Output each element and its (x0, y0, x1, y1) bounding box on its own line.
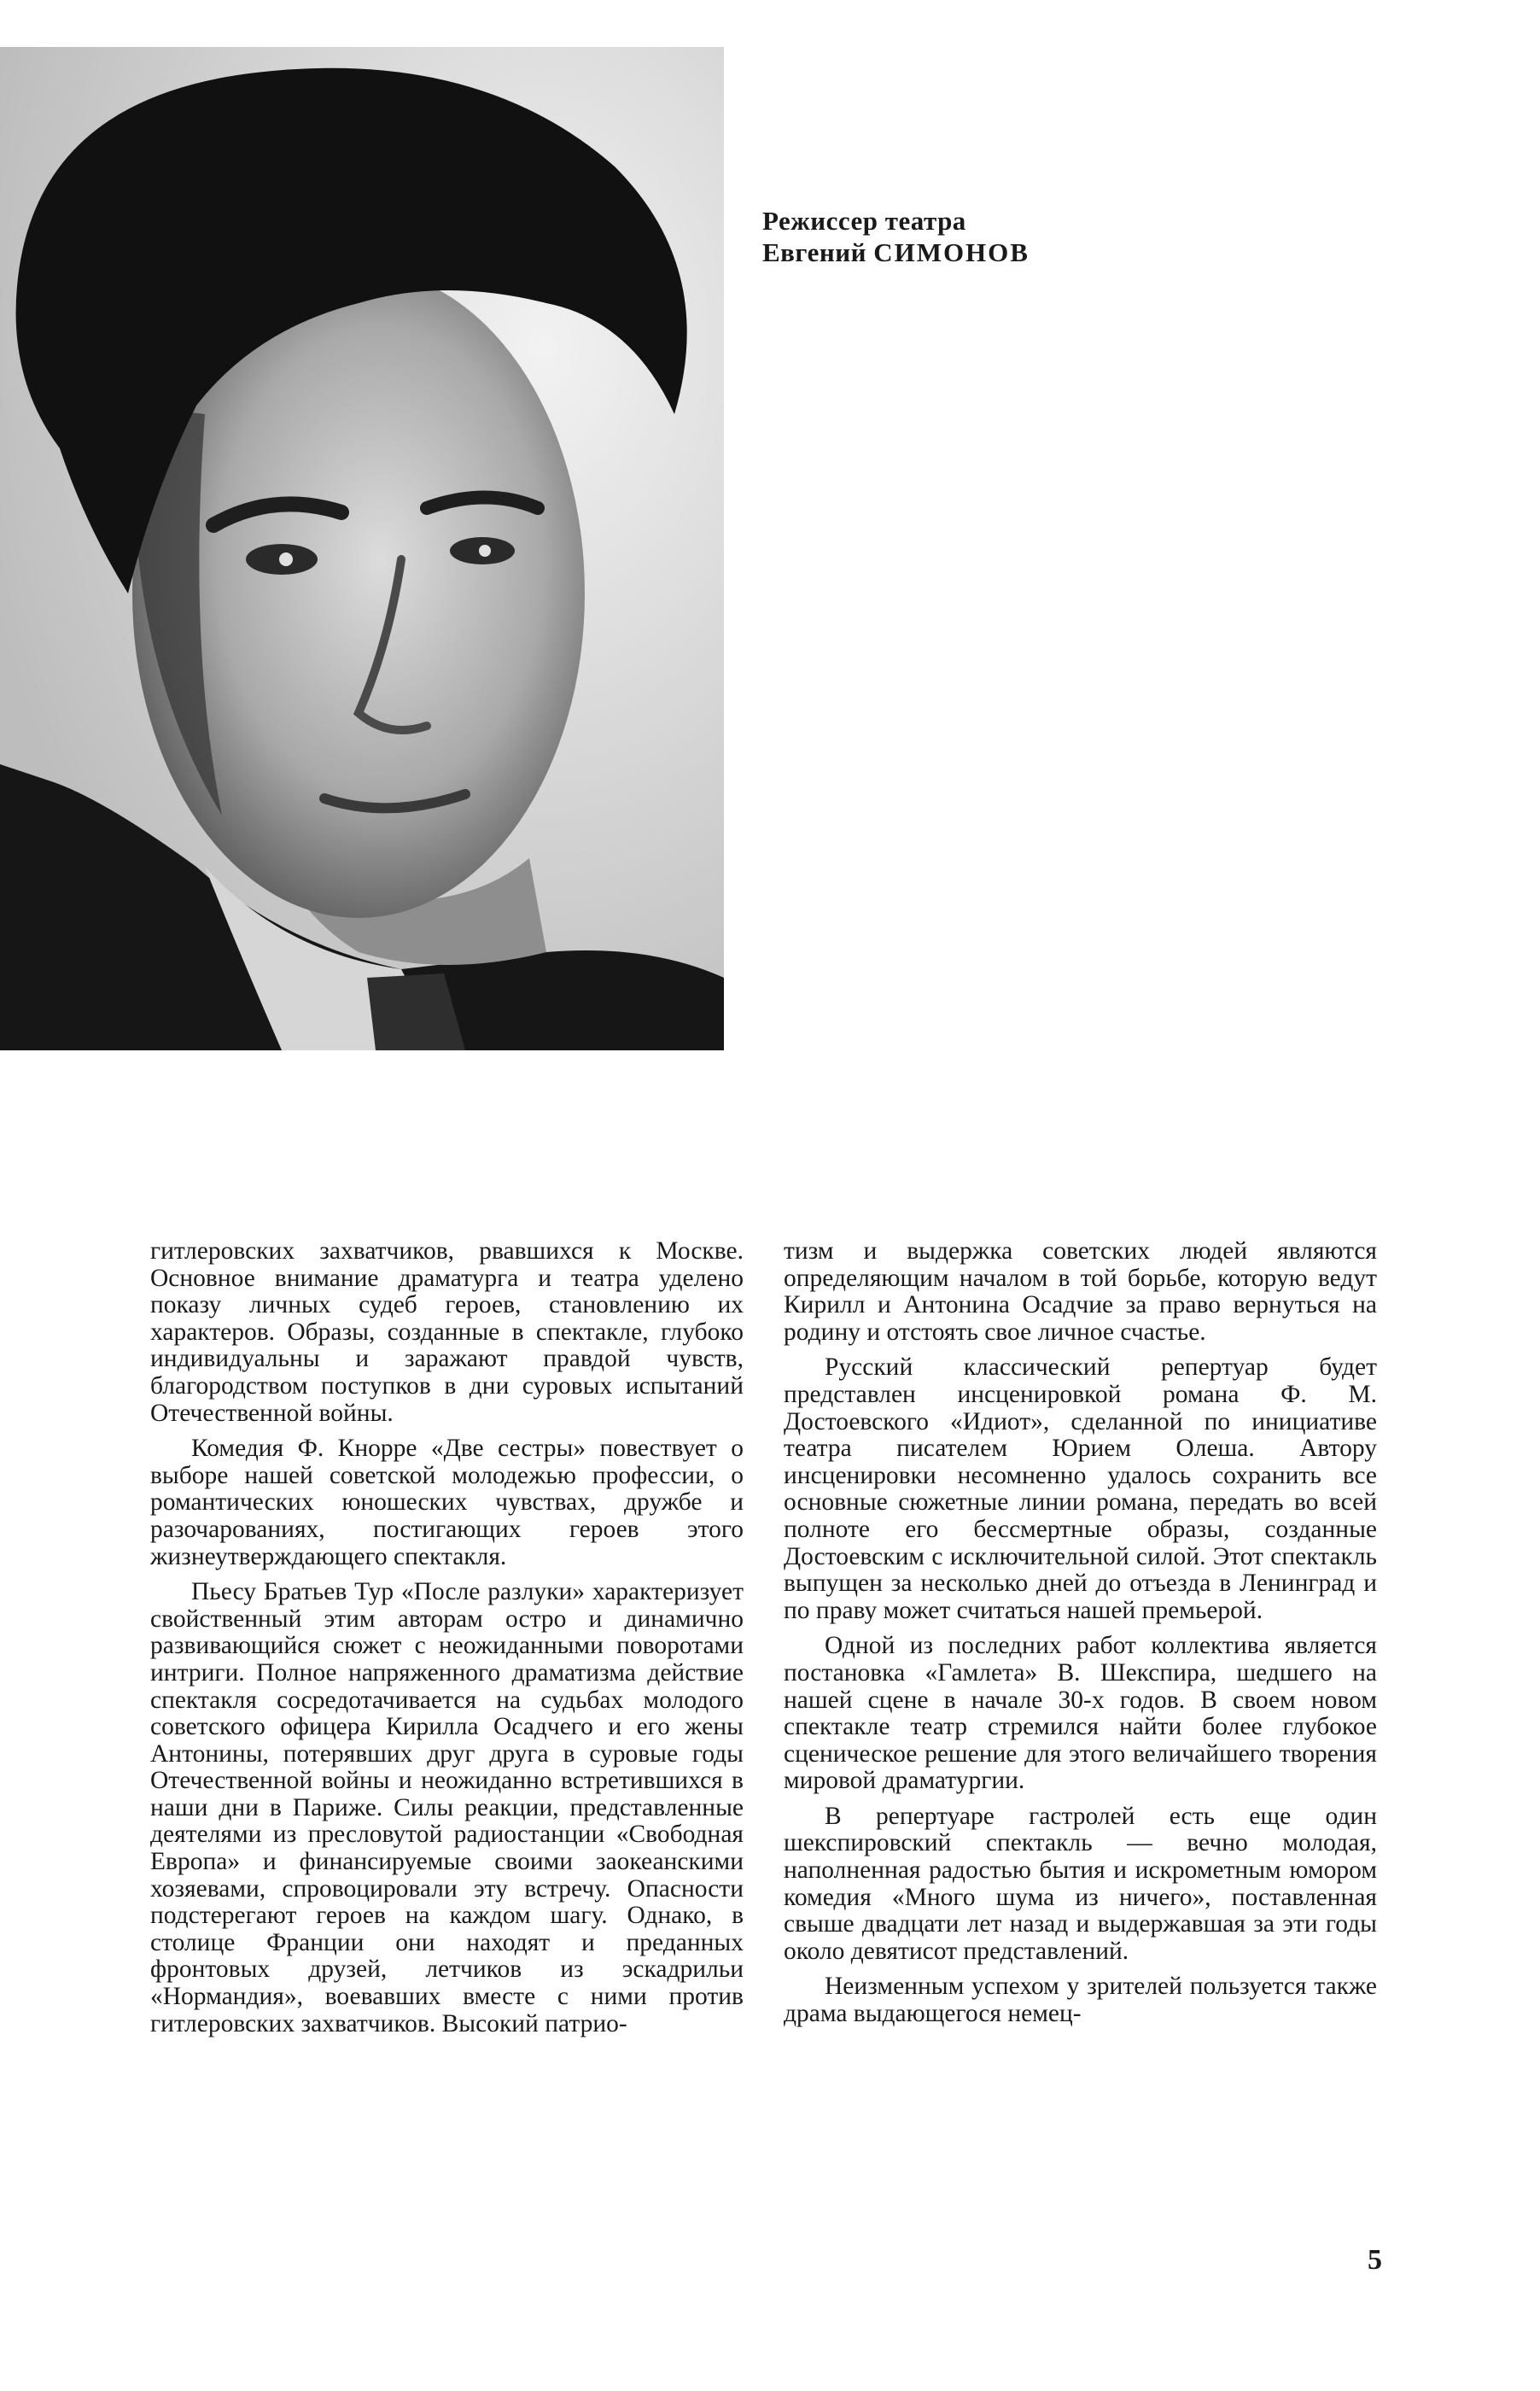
caption-name (762, 237, 1189, 268)
caption-first-name: Евгений (762, 237, 866, 267)
portrait-illustration (0, 47, 724, 1050)
portrait-photo (0, 47, 724, 1050)
photo-caption (762, 205, 1189, 268)
caption-surname: СИМОНОВ (873, 237, 1030, 267)
paragraph: В репертуаре гастролей есть еще один шекспировский спектакль — вечно молодая, наполненная радостью бытия и искрометным юмором комедия «Много шума из ничего», поставленная свыше двадцати лет назад и выдержавшая за эти годы около девятисот представлений. (784, 1802, 1377, 1965)
paragraph: Неизменным успехом у зрителей пользуется также драма выдающегося немец- (784, 1973, 1377, 2028)
paragraph: Одной из последних работ коллектива является постановка «Гамлета» В. Шекспира, шедшего на нашей сцене в начале 30-х годов. В своем новом спектакле театр стремился найти более глубокое сценическое решение для этого величайшего творения мировой драматургии. (784, 1632, 1377, 1795)
page-number: 5 (1368, 2244, 1382, 2276)
article-column-left (150, 1238, 744, 2046)
article-column-right (784, 1238, 1377, 2037)
paragraph: Русский классический репертуар будет представлен инсценировкой романа Ф. М. Достоевского «Идиот», сделанной по инициативе театра писателем Юрием Олеша. Автору инсценировки несомненно удалось сохранить все основные сюжетные линии романа, передать во всей полноте его бессмертные образы, созданные Достоевским с исключительной силой. Этот спектакль выпущен за несколько дней до отъезда в Ленинград и по праву может считаться нашей премьерой. (784, 1353, 1377, 1624)
paragraph: гитлеровских захватчиков, рвавшихся к Москве. Основное внимание драматурга и театра уделено показу личных судеб героев, становлению их характеров. Образы, созданные в спектакле, глубоко индивидуальны и заражают правдой чувств, благородством поступков в дни суровых испытаний Отечественной войны. (150, 1237, 744, 1427)
caption-title: Режиссер театра (762, 206, 966, 236)
paragraph: Пьесу Братьев Тур «После разлуки» характеризует свойственный этим авторам остро и динамично развивающийся сюжет с неожиданными поворотами интриги. Полное напряженного драматизма действие спектакля сосредотачивается на судьбах молодого советского офицера Кирилла Осадчего и его жены Антонины, потерявших друг друга в суровые годы Отечественной войны и неожиданно встретившихся в наши дни в Париже. Силы реакции, представленные деятелями из пресловутой радиостанции «Свободная Европа» и финансируемые своими заокеанскими хозяевами, спровоцировали эту встречу. Опасности подстерегают героев на каждом шагу. Однако, в столице Франции они находят и преданных фронтовых друзей, летчиков из эскадрильи «Нормандия», воевавших вместе с ними против гитлеровских захватчиков. Высокий патрио- (150, 1578, 744, 2037)
paragraph: Комедия Ф. Кнорре «Две сестры» повествует о выборе нашей советской молодежью профессии, о романтических юношеских чувствах, дружбе и разочарованиях, постигающих героев этого жизнеутверждающего спектакля. (150, 1435, 744, 1570)
paragraph: тизм и выдержка советских людей являются определяющим началом в той борьбе, которую ведут Кирилл и Антонина Осадчие за право вернуться на родину и отстоять свое личное счастье. (784, 1237, 1377, 1346)
